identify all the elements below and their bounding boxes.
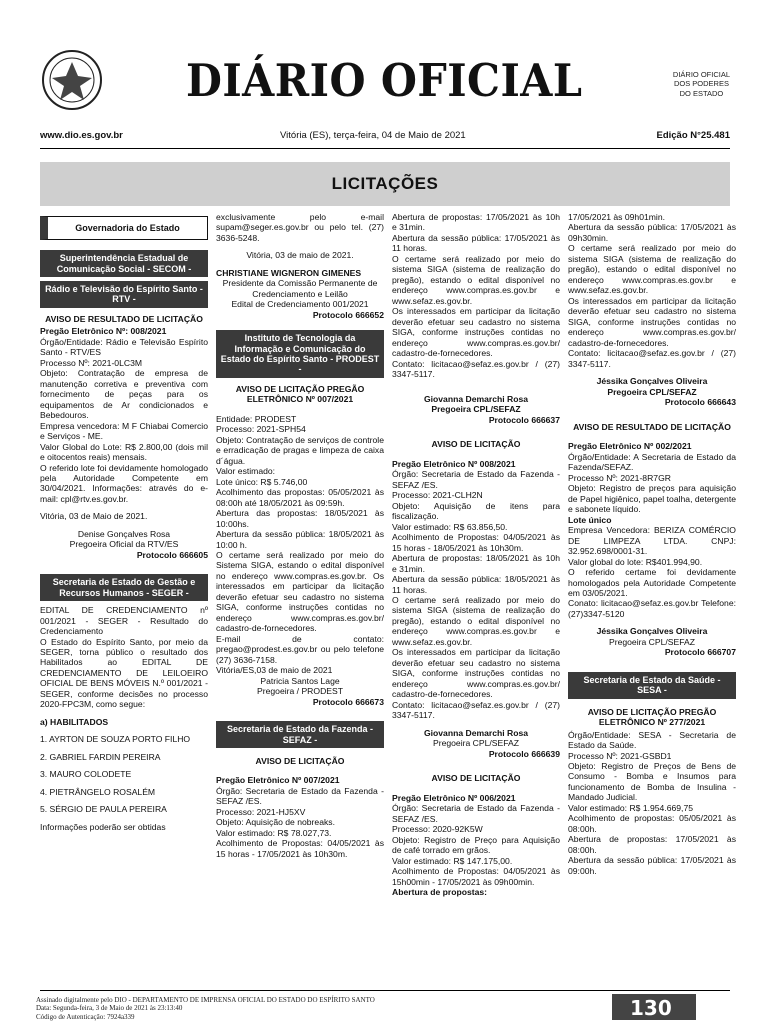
notice-line: Contato: licitacao@sefaz.es.gov.br / (27) 3347-5117.: [392, 699, 560, 721]
signature-name: CHRISTIANE WIGNERON GIMENES: [216, 267, 362, 278]
section-title: LICITAÇÕES: [40, 162, 730, 206]
notice-line: exclusivamente pelo e-mail supam@seger.es.gov.br ou pelo tel. (27) 3636-5248.: [216, 212, 384, 243]
notice-line: Abertura da sessão pública: 17/05/2021 às 11 horas.: [392, 232, 560, 254]
powers-label: DIÁRIO OFICIAL DOS PODERES DO ESTADO: [672, 70, 730, 98]
list-item: 1. AYRTON DE SOUZA PORTO FILHO: [40, 734, 191, 745]
footer-divider: [40, 990, 730, 991]
notice-line: Objeto: Contratação de empresa de manutenção corretiva e preventiva com fornecimento de peças para os equipamentos de Ar condicionados e Bebedouros.: [40, 368, 208, 421]
notice-line: Órgão: Secretaria de Estado da Fazenda - SEFAZ /ES.: [216, 785, 384, 807]
notice-title: AVISO DE LICITAÇÃO: [431, 773, 521, 784]
signature-role: Presidente da Comissão Permanente de Credenciamento e Leilão: [222, 278, 378, 299]
notice-line: Empresa Vencedora: BERIZA COMÉRCIO DE LIMPEZA LTDA. CNPJ: 32.952.698/0001-31.: [568, 525, 736, 557]
section-header-gov: Governadoria do Estado: [40, 216, 208, 240]
notice-line: Contato: licitacao@sefaz.es.gov.br / (27) 3347-5117.: [568, 348, 736, 369]
notice-line: O Estado do Espírito Santo, por meio da SEGER, torna público o resultado dos Habilitados ao EDITAL DE CREDENCIAMENTO DE LEILOEIRO OFICIAL DE BENS MÓVEIS N.º 001/2021 - SEGER, conforme decisões no processo 2020-FPC3M, como segue:: [40, 636, 208, 710]
section-header-seger: Secretaria de Estado de Gestão e Recursos Humanos - SEGER -: [40, 574, 208, 601]
notice-line: Abertura de propostas: 17/05/2021 às 08:00h.: [568, 834, 736, 855]
notice-line: O referido certame foi devidamente homologados pela Autoridade Competente em 03/05/2021.: [568, 567, 736, 598]
state-crest-icon: [40, 48, 104, 112]
notice-line: a) HABILITADOS: [40, 716, 109, 727]
notice-line: Objeto: Aquisição de itens para fiscalização.: [392, 500, 560, 522]
notice-line: Empresa vencedora: M F Chiabai Comercio e Serviços - ME.: [40, 420, 208, 442]
footer-line: Assinado digitalmente pelo DIO - DEPARTAMENTO DE IMPRENSA OFICIAL DO ESTADO DO ESPÍRITO SANTO: [36, 996, 375, 1004]
notice-line: Processo Nº: 2021-0LC3M: [40, 357, 143, 368]
notice-line: Conato: licitacao@sefaz.es.gov.br Telefone: (27)3347-5120: [568, 598, 736, 619]
notice-line: Processo: 2021-HJ5XV: [216, 806, 306, 817]
notice-line: O referido lote foi devidamente homologado pela Autoridade Competente em 30/04/2021. Informações: através do e-mail: cpl@rtv.es.gov.br.: [40, 462, 208, 504]
divider: [40, 148, 730, 149]
logo-text: 130: [630, 996, 672, 1020]
notice-line: O certame será realizado por meio do Sistema SIGA, estando o edital disponível no endereço www.compras.es.gov.br. Os interessados em participar da licitação deverão efetuar seu cadastro no sistema SIGA, conforme instruções contidas no endereço www.compras.es.gov.br/ cadastro-de-fornecedores.: [216, 550, 384, 634]
notice-line: Abertura da sessão pública: 18/05/2021 às 11 horas.: [392, 574, 560, 595]
notice-line: Objeto: Contratação de serviços de controle e erradicação de pragas e limpeza de caixa d´água.: [216, 434, 384, 466]
notice-line: Órgão/Entidade: SESA - Secretaria de Estado da Saúde.: [568, 729, 736, 751]
notice-line: Acolhimento de Propostas: 04/05/2021 às 15 horas - 17/05/2021 às 10h30m.: [216, 838, 384, 859]
notice-line: O certame será realizado por meio do sistema SIGA (sistema de realização do pregão), estando o edital disponível no endereço www.compras.es.gov.br e www.sefaz.es.gov.br.: [392, 594, 560, 647]
notice-line: Valor estimado: R$ 78.027,73.: [216, 827, 332, 838]
notice-line: Órgão: Secretaria de Estado da Fazenda - SEFAZ /ES.: [392, 469, 560, 490]
footer-line: Código de Autenticação: 7924a339: [36, 1012, 135, 1021]
signature-role: Pregoeira Oficial da RTV/ES: [69, 539, 179, 550]
notice-line: Acolhimento de propostas: 05/05/2021 às 08:00h.: [568, 813, 736, 834]
signature-role: Pregoeira CPL/SEFAZ: [431, 404, 521, 415]
signature-name: Jéssika Gonçalves Oliveira: [596, 376, 708, 387]
masthead-area: [36, 40, 736, 130]
notice-line: Pregão Eletrônico Nº: 008/2021: [40, 326, 167, 337]
column-2: [216, 212, 384, 859]
section-header-sesa: Secretaria de Estado da Saúde - SESA -: [568, 672, 736, 699]
notice-line: E-mail de contato: pregao@prodest.es.gov.br ou pelo telefone (27) 3636-7158.: [216, 633, 384, 665]
notice-line: Objeto: Registro de preços para aquisição de Papel higiênico, papel toalha, detergente e sabonete líquido.: [568, 483, 736, 515]
section-header-secom: Superintendência Estadual de Comunicação Social - SECOM -: [40, 250, 208, 277]
signature-name: Jéssika Gonçalves Oliveira: [596, 626, 708, 637]
notice-line: Abertura das propostas: 18/05/2021 às 10:00hs.: [216, 508, 384, 529]
signature-name: Denise Gonçalves Rosa: [77, 528, 171, 539]
section-header-sefaz: Secretaria de Estado da Fazenda - SEFAZ -: [216, 721, 384, 748]
notice-line: Objeto: Aquisição de nobreaks.: [216, 817, 335, 828]
signature-name: Giovanna Demarchi Rosa: [423, 393, 529, 404]
notice-line: Lote único: [568, 514, 612, 525]
notice-title: AVISO DE RESULTADO DE LICITAÇÃO: [45, 313, 203, 324]
notice-line: Abertura de propostas: 17/05/2021 às 10h e 31min.: [392, 212, 560, 233]
notice-title: AVISO DE LICITAÇÃO PREGÃO ELETRÔNICO Nº 277/2021: [587, 706, 717, 728]
notice-line: Abertura da sessão pública: 17/05/2021 às 09h30min.: [568, 222, 736, 243]
notice-line: Valor estimado: R$ 63.856,50.: [392, 521, 508, 532]
footer-line: Data: Segunda-feira, 3 de Maio de 2021 às 23:13:40: [36, 1004, 183, 1013]
protocol-number: Protocolo 666637: [488, 414, 560, 425]
signature-role: Pregoeira CPL/SEFAZ: [609, 636, 695, 647]
notice-line: Abertura da sessão pública: 18/05/2021 às 10:00 h.: [216, 529, 384, 550]
issue-date: Vitória (ES), terça-feira, 04 de Maio de 2021: [280, 130, 466, 141]
notice-line: Pregão Eletrônico Nº 006/2021: [392, 792, 516, 803]
footer-signature: [36, 996, 375, 1021]
notice-line: Valor estimado: R$ 1.954.669,75: [568, 802, 694, 813]
issue-info: [40, 130, 730, 144]
notice-line: Órgão/Entidade: Rádio e Televisão Espírito Santo - RTV/ES: [40, 336, 208, 358]
notice-line: Processo: 2021-SPH54: [216, 424, 306, 435]
notice-line: Pregão Eletrônico Nº 007/2021: [216, 775, 340, 786]
notice-line: O certame será realizado por meio do sistema SIGA (sistema de realização do pregão), estando o edital disponível no endereço www.compras.es.gov.br e www.sefaz.es.gov.br.: [568, 243, 736, 296]
notice-line: Abertura de propostas:: [392, 887, 488, 898]
notice-line: Processo: 2020-92K5W: [392, 824, 483, 835]
section-header-prodest: Instituto de Tecnologia da Informação e Comunicação do Estado do Espírito Santo - PRODEST -: [216, 330, 384, 377]
notice-line: Acolhimento de Propostas: 04/05/2021 às 15 horas - 18/05/2021 às 10h30m.: [392, 532, 560, 553]
notice-line: Contato: licitacao@sefaz.es.gov.br / (27) 3347-5117.: [392, 358, 560, 380]
notice-line: Processo Nº: 2021-8R7GR: [568, 472, 671, 483]
edition-number: Edição N°25.481: [656, 130, 730, 141]
notice-line: Valor estimado: R$ 147.175,00.: [392, 855, 513, 866]
notice-line: Acolhimento das propostas: 05/05/2021 às 08:00h até 18/05/2021 às 09:59h.: [216, 487, 384, 508]
notice-line: Vitória, 03 de maio de 2021.: [246, 250, 354, 261]
notice-line: Objeto: Registro de Preço para Aquisição de café torrado em grãos.: [392, 834, 560, 856]
signature-name: Giovanna Demarchi Rosa: [423, 727, 529, 738]
protocol-number: Protocolo 666643: [664, 397, 736, 408]
notice-line: 17/05/2021 às 09h01min.: [568, 212, 665, 222]
notice-line: Vitória/ES,03 de maio de 2021: [216, 665, 333, 676]
notice-line: Processo Nº: 2021-GSBD1: [568, 750, 672, 761]
list-item: 5. SÉRGIO DE PAULA PEREIRA: [40, 804, 167, 815]
notice-line: Os interessados em participar da licitação deverão efetuar seu cadastro no sistema SIGA, conforme instruções contidas no endereço www.compras.es.gov.br/ cadastro-de-fornecedores.: [568, 295, 736, 348]
notice-line: EDITAL DE CREDENCIAMENTO nº 001/2021 - SEGER - Resultado do Credenciamento: [40, 605, 208, 637]
notice-line: Edital de Credenciamento 001/2021: [231, 299, 369, 310]
newspaper-title: DIÁRIO OFICIAL: [186, 54, 583, 107]
notice-line: Os interessados em participar da licitação deverão efetuar seu cadastro no sistema SIGA, conforme instruções contidas no endereço www.compras.es.gov.br/ cadastro-de-fornecedores.: [392, 306, 560, 359]
list-item: 4. PIETRÂNGELO ROSALÉM: [40, 786, 156, 797]
notice-line: Vitória, 03 de Maio de 2021.: [40, 511, 148, 522]
notice-line: Informações poderão ser obtidas: [40, 821, 166, 832]
notice-line: Processo: 2021-CLH2N: [392, 490, 483, 501]
notice-line: Os interessados em participar da licitação deverão efetuar seu cadastro no sistema SIGA, conforme instruções contidas no endereço www.compras.es.gov.br/ cadastro-de-fornecedores.: [392, 647, 560, 700]
column-4: [568, 212, 736, 876]
anniversary-logo-icon: [612, 994, 696, 1020]
notice-line: Objeto: Registro de Preços de Bens de Consumo - Bomba e Insumos para funcionamento de Bomba de Insulina - Mandado Judicial.: [568, 761, 736, 803]
protocol-number: Protocolo 666673: [312, 696, 384, 707]
protocol-number: Protocolo 666639: [488, 748, 560, 759]
signature-role: Pregoeira CPL/SEFAZ: [433, 738, 519, 749]
notice-title: AVISO DE RESULTADO DE LICITAÇÃO: [573, 421, 731, 432]
notice-line: Pregão Eletrônico Nº 008/2021: [392, 458, 516, 469]
notice-line: Abertura da sessão pública: 17/05/2021 às 09:00h.: [568, 855, 736, 876]
notice-line: Órgão/Entidade: A Secretaria de Estado da Fazenda/SEFAZ.: [568, 451, 736, 473]
signature-role: Pregoeira / PRODEST: [257, 686, 343, 697]
column-3: [392, 212, 560, 898]
notice-line: Acolhimento de Propostas: 04/05/2021 às 15h00min - 17/05/2021 às 09h00min.: [392, 866, 560, 887]
notice-line: Valor global do lote: R$401.994,90.: [568, 556, 703, 567]
site-link[interactable]: www.dio.es.gov.br: [40, 130, 123, 141]
notice-line: Lote único: R$ 5.746,00: [216, 476, 308, 487]
column-1: [40, 212, 208, 832]
section-header-rtv: Rádio e Televisão do Espírito Santo - RTV -: [40, 281, 208, 308]
notice-title: AVISO DE LICITAÇÃO: [255, 755, 345, 766]
notice-line: Pregão Eletrônico Nº 002/2021: [568, 441, 692, 452]
notice-line: Entidade: PRODEST: [216, 413, 297, 424]
notice-line: O certame será realizado por meio do sistema SIGA (sistema de realização do pregão), estando o edital disponível no endereço www.compras.es.gov.br e www.sefaz.es.gov.br.: [392, 253, 560, 306]
signature-name: Patricia Santos Lage: [260, 675, 340, 686]
list-item: 3. MAURO COLODETE: [40, 769, 132, 780]
notice-title: AVISO DE LICITAÇÃO PREGÃO ELETRÔNICO Nº 007/2021: [235, 383, 365, 405]
protocol-number: Protocolo 666605: [136, 549, 208, 560]
signature-role: Pregoeira CPL/SEFAZ: [607, 386, 697, 397]
notice-title: AVISO DE LICITAÇÃO: [431, 439, 521, 450]
notice-line: Valor estimado:: [216, 466, 276, 477]
list-item: 2. GABRIEL FARDIN PEREIRA: [40, 751, 161, 762]
notice-line: Órgão: Secretaria de Estado da Fazenda - SEFAZ /ES.: [392, 803, 560, 824]
notice-line: Valor Global do Lote: R$ 2.800,00 (dois mil e oitocentos reais) mensais.: [40, 441, 208, 463]
notice-line: Abertura de propostas: 18/05/2021 às 10h e 31min.: [392, 553, 560, 574]
protocol-number: Protocolo 666652: [312, 309, 384, 320]
protocol-number: Protocolo 666707: [664, 647, 736, 658]
